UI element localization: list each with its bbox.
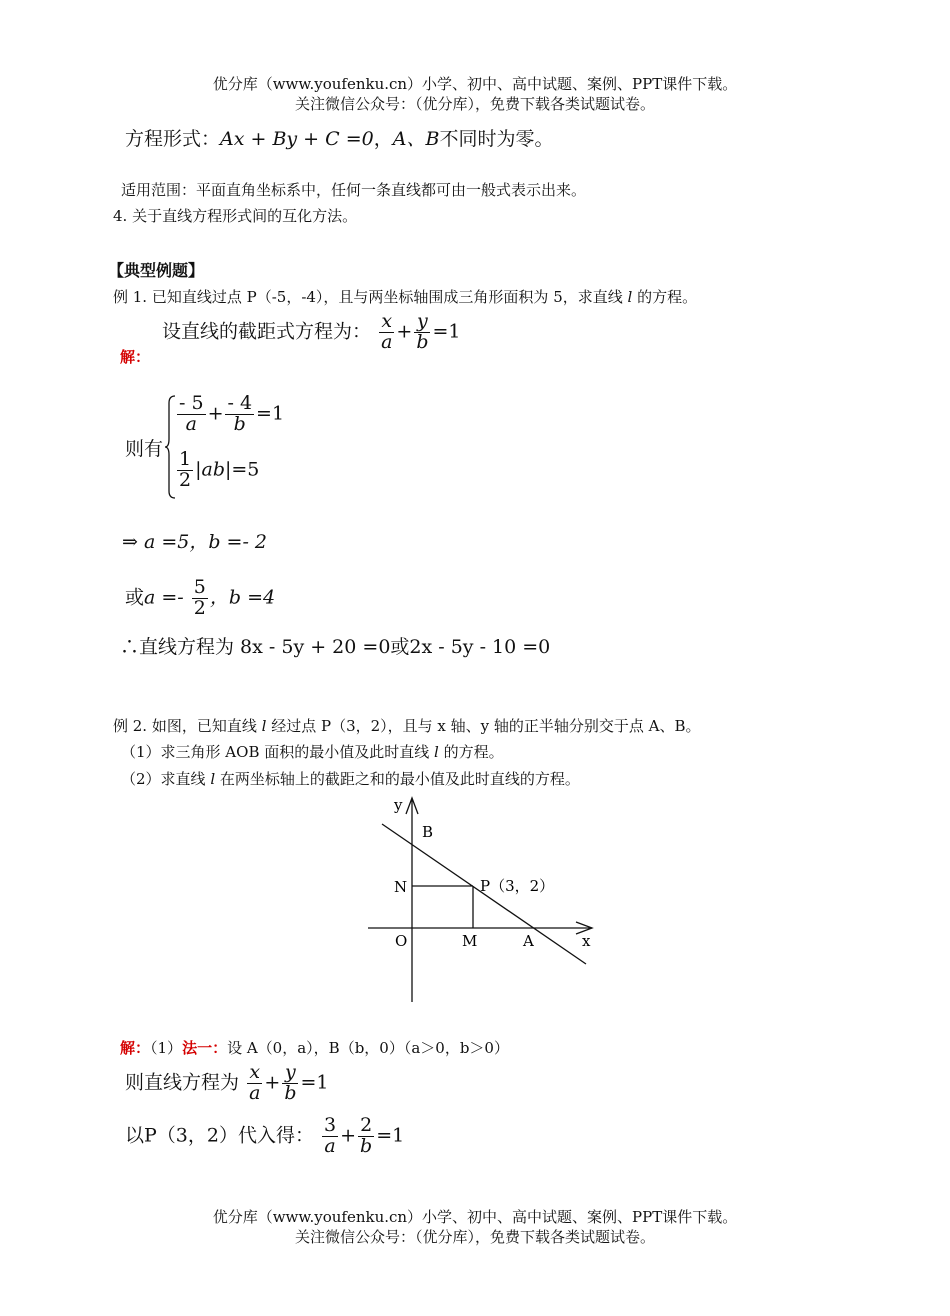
frac-num: y	[417, 310, 428, 332]
general-form-equation: Ax + By + C =0	[220, 128, 374, 150]
frac-den: b	[416, 330, 429, 353]
header-line-2: 关注微信公众号：（优分库），免费下载各类试题试卷。	[294, 95, 655, 113]
section-title: 【典型例题】	[108, 261, 205, 280]
abs-ab: |ab|	[195, 458, 232, 481]
frac-num: - 5	[179, 392, 204, 414]
frac-num: 5	[193, 576, 206, 598]
label-M: M	[462, 932, 478, 950]
footer-line-1: 优分库（www.youfenku.cn）小学、初中、高中试题、案例、PPT课件下载。	[212, 1208, 738, 1226]
plus-sign: +	[207, 402, 224, 425]
label-O: O	[395, 932, 408, 950]
frac-den: 2	[179, 468, 192, 491]
label-x: x	[582, 932, 591, 950]
q2-post: 在两坐标轴上的截距之和的最小值及此时直线的方程。	[215, 770, 580, 788]
frac-num: 2	[360, 1114, 373, 1136]
frac-den: a	[177, 414, 206, 435]
label-y: y	[394, 796, 403, 814]
example2-solution-line	[120, 1037, 509, 1058]
equals-one: =1	[256, 402, 285, 425]
fraction-x-over-a	[379, 312, 394, 353]
substitution-prefix: 以P（3，2）代入得：	[125, 1124, 314, 1147]
equals-five: =5	[231, 458, 260, 481]
equals-one: =1	[432, 320, 461, 343]
plus-sign: +	[340, 1124, 357, 1147]
solution-2-line	[125, 578, 275, 619]
system-eq-1	[175, 394, 284, 435]
general-form-line	[125, 124, 553, 151]
q2-pre: （2）求直线	[121, 770, 211, 788]
fraction-y-over-b	[414, 312, 430, 353]
frac-num: 1	[179, 448, 192, 470]
frac-den: 2	[193, 596, 206, 619]
general-form-vars: A、B	[392, 128, 440, 150]
result-text: 直线方程为 8x - 5y + 20 =0或2x - 5y - 10 =0	[139, 636, 551, 658]
fraction-2-over-b	[358, 1116, 374, 1157]
item-4: 4. 关于直线方程形式间的互化方法。	[113, 207, 358, 225]
frac-num: - 4	[227, 392, 253, 414]
fraction-5-over-2	[192, 578, 208, 619]
solution-1-line	[122, 527, 267, 554]
assume-text: 设 A（0，a），B（b，0）（a＞0，b＞0）	[227, 1039, 509, 1057]
fraction-3-over-a	[322, 1116, 338, 1157]
line-eq-prefix: 则直线方程为	[125, 1071, 240, 1094]
solution-label-2: 解：	[120, 1039, 151, 1057]
frac-num: x	[249, 1061, 261, 1083]
fraction-neg5-over-a	[177, 394, 206, 435]
frac-den: b	[360, 1134, 373, 1157]
part1-label: （1）	[150, 1039, 183, 1057]
system-eq-2	[175, 450, 259, 491]
implies-symbol: ⇒	[122, 531, 138, 553]
footer-line-2: 关注微信公众号：（优分库），免费下载各类试题试卷。	[294, 1228, 655, 1246]
example2-problem-post: 经过点 P（3，2），且与 x 轴、y 轴的正半轴分别交于点 A、B。	[266, 717, 701, 735]
fraction-y-over-b-2	[282, 1063, 298, 1104]
example1-problem-post: 的方程。	[632, 288, 698, 306]
frac-den: a	[322, 1136, 338, 1157]
label-P: P（3，2）	[480, 877, 555, 895]
header-line-1: 优分库（www.youfenku.cn）小学、初中、高中试题、案例、PPT课件下载。	[212, 75, 738, 93]
line-equation-line	[125, 1063, 329, 1104]
fraction-neg4-over-b	[225, 394, 254, 435]
plus-sign: +	[396, 320, 413, 343]
therefore-symbol: ∴	[120, 636, 140, 658]
frac-num: 3	[324, 1114, 337, 1136]
frac-den: b	[284, 1081, 297, 1104]
example1-problem	[113, 286, 697, 307]
q1-post: 的方程。	[438, 743, 504, 761]
example2-question-1	[121, 741, 504, 762]
q1-pre: （1）求三角形 AOB 面积的最小值及此时直线	[121, 743, 435, 761]
general-form-prefix: 方程形式：	[125, 128, 221, 150]
equals-one: =1	[300, 1071, 329, 1094]
frac-den: b	[225, 414, 254, 435]
or-prefix: 或	[125, 586, 145, 609]
general-form-suffix: 不同时为零。	[439, 128, 554, 150]
example2-problem-pre: 例 2. 如图，已知直线	[113, 717, 262, 735]
result-line	[120, 632, 550, 659]
q2-var: l	[210, 770, 216, 788]
fraction-x-over-a-2	[247, 1063, 262, 1104]
example2-problem-var: l	[261, 717, 267, 735]
frac-num: y	[285, 1061, 296, 1083]
solution-1: a =5，b =- 2	[143, 531, 268, 553]
example2-question-2	[121, 768, 580, 789]
label-N: N	[394, 878, 408, 896]
q1-var: l	[434, 743, 439, 761]
coordinate-figure	[360, 792, 600, 1007]
then-label: 则有	[125, 438, 164, 460]
example2-problem	[113, 715, 701, 736]
label-A: A	[523, 932, 534, 950]
equals-one: =1	[376, 1124, 405, 1147]
solution-2-b: ，b =4	[209, 586, 276, 609]
fraction-half	[177, 450, 193, 491]
example1-problem-pre: 例 1. 已知直线过点 P（-5，-4），且与两坐标轴围成三角形面积为 5，求直线	[113, 288, 628, 306]
method-label: 法一：	[182, 1039, 228, 1057]
substitution-line	[125, 1116, 404, 1157]
general-form-sep: ，	[373, 128, 393, 150]
frac-num: x	[381, 310, 393, 332]
intercept-text: 设直线的截距式方程为：	[162, 320, 372, 343]
intercept-form-line	[162, 312, 461, 353]
example1-problem-var: l	[627, 288, 633, 306]
solution-label-1: 解：	[120, 348, 151, 366]
solution-2-a: a =-	[144, 586, 184, 609]
frac-den: a	[381, 330, 393, 353]
plus-sign: +	[264, 1071, 281, 1094]
frac-den: a	[249, 1081, 261, 1104]
scope-text: 适用范围：平面直角坐标系中，任何一条直线都可由一般式表示出来。	[121, 181, 587, 199]
label-B: B	[422, 823, 434, 841]
